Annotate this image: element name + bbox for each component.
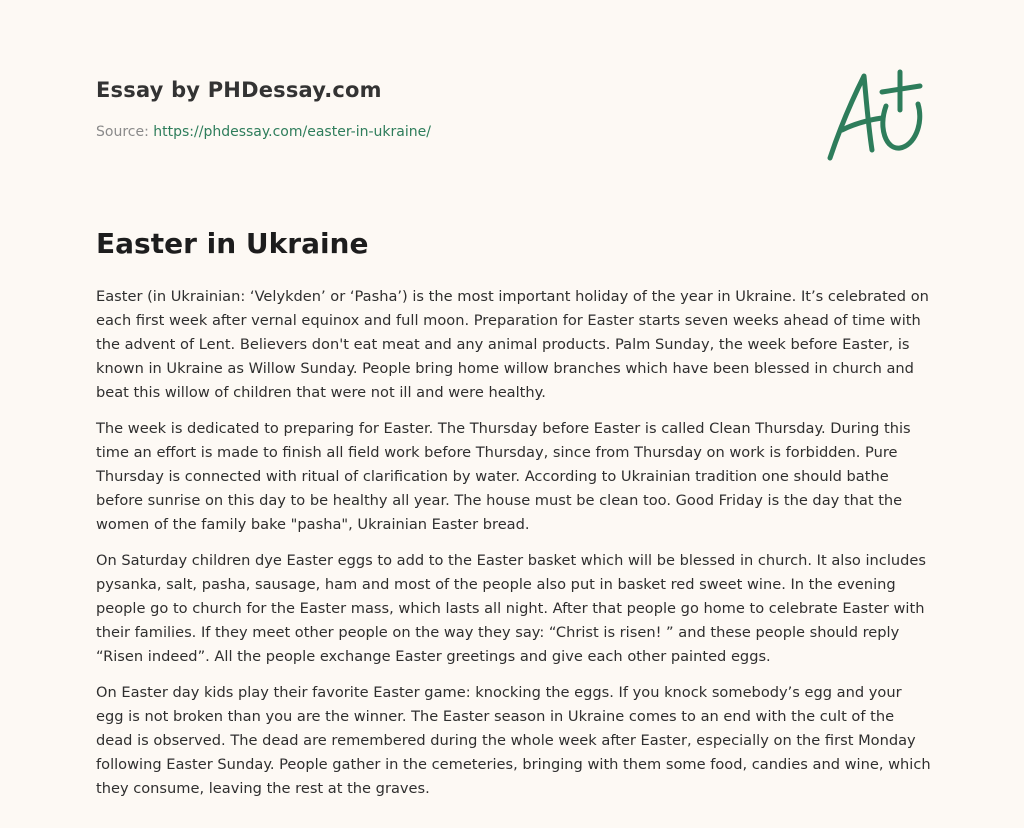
paragraph: On Easter day kids play their favorite Easter game: knocking the eggs. If you knock somebody’s egg and your egg is not broken than you are the winner. The Easter season in Ukraine comes to an end with the cult of the dead is observed. The dead are remembered during the whole week after Easter, especially on the first Monday following Easter Sunday. People gather in the cemeteries, bringing with them some food, candies and wine, which they consume, leaving the rest at the graves. <box>96 684 931 797</box>
paragraph: Easter (in Ukrainian: ‘Velykden’ or ‘Pasha’) is the most important holiday of the year in Ukraine. It’s celebrated on each first week after vernal equinox and full moon. Preparation for Easter starts seven weeks ahead of time with the advent of Lent. Believers don't eat meat and any animal products. Palm Sunday, the week before Easter, is known in Ukraine as Willow Sunday. People bring home willow branches which have been blessed in church and beat this willow of children that were not ill and were healthy. <box>96 288 929 401</box>
brand-title: Essay by PHDessay.com <box>96 78 382 102</box>
source-line <box>96 122 796 142</box>
paragraph: On Saturday children dye Easter eggs to add to the Easter basket which will be blessed in church. It also includes pysanka, salt, pasha, sausage, ham and most of the people also put in basket red sweet wine. In the evening people go to church for the Easter mass, which lasts all night. After that people go home to celebrate Easter with their families. If they meet other people on the way they say: “Christ is risen! ” and these people should reply “Risen indeed”. All the people exchange Easter greetings and give each other painted eggs. <box>96 552 926 665</box>
page-title: Easter in Ukraine <box>96 227 369 260</box>
source-link[interactable]: https://phdessay.com/easter-in-ukraine/ <box>153 124 431 140</box>
a-plus-logo-icon <box>820 66 930 166</box>
source-label: Source: <box>96 124 154 140</box>
essay-header <box>96 76 796 142</box>
paragraph: The week is dedicated to preparing for Easter. The Thursday before Easter is called Clean Thursday. During this time an effort is made to finish all field work before Thursday, since from Thursday on work is forbidden. Pure Thursday is connected with ritual of clarification by water. According to Ukrainian tradition one should bathe before sunrise on this day to be healthy all year. The house must be clean too. Good Friday is the day that the women of the family bake "pasha", Ukrainian Easter bread. <box>96 420 911 533</box>
essay-body <box>96 285 932 813</box>
